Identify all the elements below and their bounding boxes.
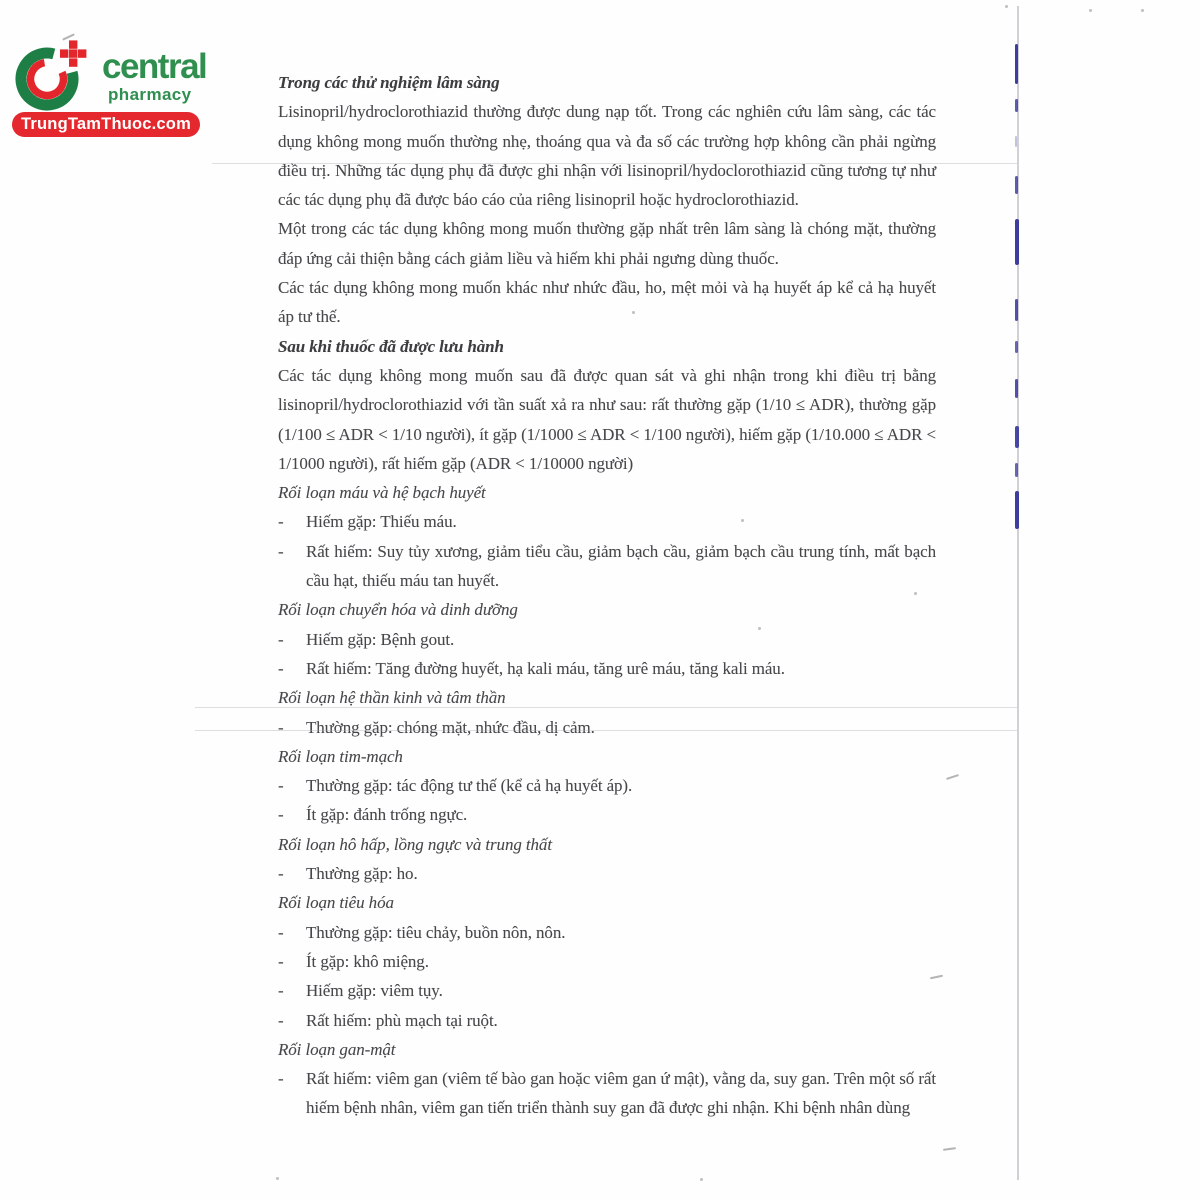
adr-list-item — [278, 800, 936, 829]
list-dash-marker: - — [278, 541, 284, 561]
adr-category-heading: Rối loạn hệ thần kinh và tâm thần — [278, 688, 506, 708]
list-dash-marker: - — [278, 717, 284, 737]
adr-list-item — [278, 654, 936, 683]
adr-category-heading: Rối loạn chuyển hóa và dinh dưỡng — [278, 600, 518, 620]
list-dash-marker: - — [278, 981, 284, 1001]
scan-fold-line — [195, 730, 1017, 731]
adr-list-item — [278, 771, 936, 800]
ink-mark — [1015, 44, 1018, 84]
ink-mark — [1015, 99, 1018, 112]
adr-category-heading: Rối loạn hô hấp, lồng ngực và trung thất — [278, 834, 552, 854]
central-pharmacy-logo-icon — [14, 36, 106, 114]
adr-list-item-text: Ít gặp: đánh trống ngực. — [306, 805, 468, 825]
adr-list-item-text: Rất hiếm: Tăng đường huyết, hạ kali máu, tăng urê máu, tăng kali máu. — [306, 658, 785, 678]
adr-list-item-text: Thường gặp: ho. — [306, 864, 418, 884]
list-dash-marker: - — [278, 864, 284, 884]
dust-speck — [632, 311, 635, 314]
body-paragraph: Một trong các tác dụng không mong muốn thường gặp nhất trên lâm sàng là chóng mặt, thường đáp ứng cải thiện bằng cách giảm liều và hiếm khi phải ngưng dùng thuốc. — [278, 219, 936, 268]
adr-category-heading: Rối loạn tiêu hóa — [278, 893, 394, 913]
adr-list-item-text: Thường gặp: tác động tư thế (kể cả hạ huyết áp). — [306, 776, 633, 796]
adr-list-item — [278, 625, 936, 654]
list-dash-marker: - — [278, 629, 284, 649]
dust-speck — [1141, 9, 1144, 12]
ink-mark — [1015, 299, 1018, 321]
list-dash-marker: - — [278, 776, 284, 796]
list-dash-marker: - — [278, 658, 284, 678]
section-heading: Trong các thử nghiệm lâm sàng — [278, 73, 500, 92]
ink-mark — [1015, 491, 1019, 529]
adr-category-heading: Rối loạn máu và hệ bạch huyết — [278, 483, 486, 503]
adr-list-item-text: Hiếm gặp: Bệnh gout. — [306, 629, 455, 649]
adr-list-item-text: Rất hiếm: viêm gan (viêm tế bào gan hoặc viêm gan ứ mật), vằng da, suy gan. Trên một số rất hiếm bệnh nhân, viêm gan tiến triển thành suy gan đã được ghi nhận. Khi bệnh nhân dùng — [306, 1069, 936, 1118]
adr-list-item-text: Hiếm gặp: viêm tụy. — [306, 981, 443, 1001]
dust-speck — [741, 519, 744, 522]
list-dash-marker: - — [278, 1069, 284, 1089]
central-pharmacy-logo — [12, 36, 212, 140]
adr-list-item — [278, 947, 936, 976]
section-heading: Sau khi thuốc đã được lưu hành — [278, 336, 504, 356]
adr-list-item — [278, 1006, 936, 1035]
body-paragraph: Lisinopril/hydroclorothiazid thường được dung nạp tốt. Trong các nghiên cứu lâm sàng, các tác dụng không mong muốn thường nhẹ, thoáng qua và đa số các trường hợp không cần phải ngừng điều trị. Những tác dụng phụ đã được ghi nhận với lisinopril/hydoclorothiazid cũng tương tự như các tác dụng phụ đã được báo cáo của riêng lisinopril hoặc hydroclorothiazid. — [278, 102, 936, 210]
adr-list-item — [278, 859, 936, 888]
pen-flick-mark — [943, 1147, 956, 1151]
document-text-column — [278, 68, 936, 1123]
adr-list-item-text: Rất hiếm: phù mạch tại ruột. — [306, 1010, 498, 1030]
adr-list-item — [278, 976, 936, 1005]
adr-list-item — [278, 713, 936, 742]
logo-subtitle-text: pharmacy — [108, 85, 192, 104]
adr-list-item-text: Ít gặp: khô miệng. — [306, 951, 429, 971]
dust-speck — [914, 592, 917, 595]
adr-category-heading: Rối loạn tim-mạch — [278, 746, 403, 766]
dust-speck — [1005, 5, 1008, 8]
dust-speck — [758, 627, 761, 630]
adr-category-heading: Rối loạn gan-mật — [278, 1039, 396, 1059]
dust-speck — [1089, 9, 1092, 12]
list-dash-marker: - — [278, 951, 284, 971]
logo-website-badge: TrungTamThuoc.com — [12, 112, 200, 137]
adr-list-item-text: Thường gặp: chóng mặt, nhức đầu, dị cảm. — [306, 717, 595, 737]
adr-list-item-text: Hiếm gặp: Thiếu máu. — [306, 512, 457, 532]
adr-list-item — [278, 537, 936, 596]
pen-flick-mark — [946, 774, 959, 780]
list-dash-marker: - — [278, 805, 284, 825]
adr-list-item — [278, 507, 936, 536]
adr-list-item-text: Rất hiếm: Suy tủy xương, giảm tiểu cầu, giảm bạch cầu, giảm bạch cầu trung tính, mất bạch cầu hạt, thiếu máu tan huyết. — [306, 541, 936, 591]
scan-fold-line — [212, 163, 1017, 164]
body-paragraph: Các tác dụng không mong muốn sau đã được quan sát và ghi nhận trong khi điều trị bằng lisinopril/hydroclorothiazid với tần suất xả ra như sau: rất thường gặp (1/10 ≤ ADR), thường gặp (1/100 ≤ ADR < 1/10 người), ít gặp (1/1000 ≤ ADR < 1/100 người), hiếm gặp (1/10.000 ≤ ADR < 1/1000 người), rất hiếm gặp (ADR < 1/10000 người) — [278, 365, 936, 473]
ink-mark — [1015, 379, 1018, 398]
list-dash-marker: - — [278, 922, 284, 942]
ink-mark — [1015, 426, 1019, 448]
ink-mark — [1015, 219, 1019, 265]
ink-mark — [1015, 463, 1018, 477]
plus-icon — [60, 40, 86, 66]
logo-brand-text: central — [102, 47, 207, 86]
list-dash-marker: - — [278, 512, 284, 532]
list-dash-marker: - — [278, 1010, 284, 1030]
scan-fold-line — [195, 707, 1017, 708]
ink-mark — [1015, 136, 1017, 147]
adr-list-item-text: Thường gặp: tiêu chảy, buồn nôn, nôn. — [306, 922, 566, 942]
adr-list-item — [278, 1064, 936, 1123]
body-paragraph: Các tác dụng không mong muốn khác như nhức đầu, ho, mệt mỏi và hạ huyết áp kể cả hạ huyết áp tư thế. — [278, 278, 936, 327]
dust-speck — [276, 1177, 279, 1180]
ink-mark — [1015, 341, 1018, 353]
ink-mark — [1015, 176, 1018, 194]
dust-speck — [700, 1178, 703, 1181]
adr-list-item — [278, 918, 936, 947]
